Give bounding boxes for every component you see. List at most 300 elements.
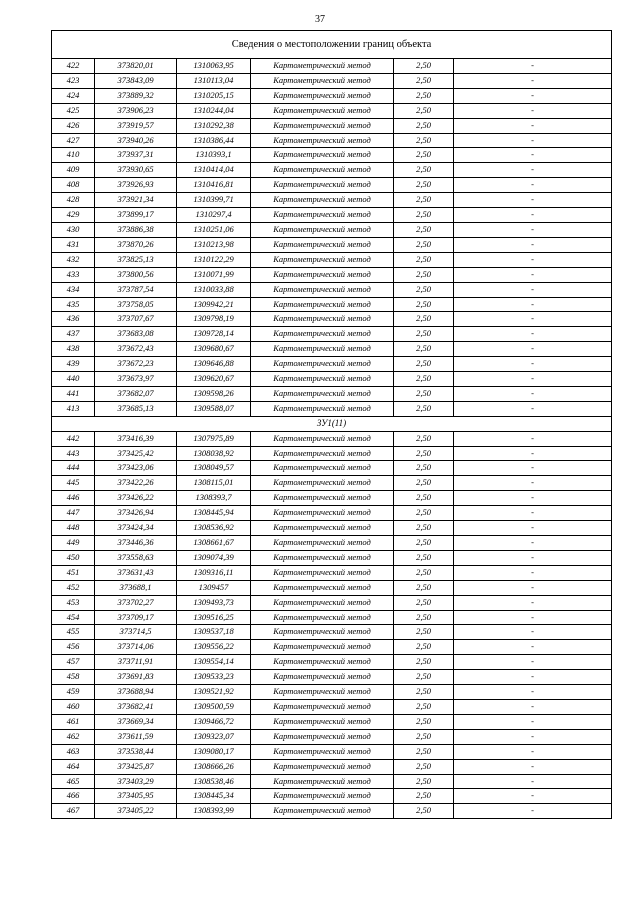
page-number: 37 [315,14,325,25]
cell-description: - [454,237,612,252]
cell-point-number: 454 [52,610,95,625]
cell-coord-y: 1310122,29 [177,252,251,267]
table-row [52,729,612,744]
cell-point-number: 438 [52,342,95,357]
cell-accuracy: 2,50 [394,148,454,163]
table-row [52,506,612,521]
cell-coord-y: 1308049,57 [177,461,251,476]
cell-point-number: 413 [52,401,95,416]
table-row [52,357,612,372]
cell-accuracy: 2,50 [394,252,454,267]
cell-coord-y: 1309521,92 [177,685,251,700]
cell-coord-y: 1309466,72 [177,714,251,729]
cell-coord-x: 373825,13 [95,252,177,267]
cell-accuracy: 2,50 [394,446,454,461]
cell-accuracy: 2,50 [394,670,454,685]
cell-accuracy: 2,50 [394,59,454,74]
cell-point-number: 432 [52,252,95,267]
cell-point-number: 410 [52,148,95,163]
cell-accuracy: 2,50 [394,491,454,506]
cell-coord-y: 1310393,1 [177,148,251,163]
cell-method: Картометрический метод [251,282,394,297]
cell-point-number: 428 [52,193,95,208]
cell-coord-x: 373682,41 [95,699,177,714]
cell-coord-y: 1309493,73 [177,595,251,610]
cell-description: - [454,163,612,178]
cell-accuracy: 2,50 [394,163,454,178]
cell-point-number: 443 [52,446,95,461]
cell-method: Картометрический метод [251,372,394,387]
cell-coord-x: 373889,32 [95,88,177,103]
table-row [52,580,612,595]
cell-accuracy: 2,50 [394,685,454,700]
cell-coord-y: 1310071,99 [177,267,251,282]
cell-description: - [454,208,612,223]
cell-coord-x: 373937,31 [95,148,177,163]
cell-coord-x: 373843,09 [95,73,177,88]
cell-point-number: 460 [52,699,95,714]
cell-point-number: 429 [52,208,95,223]
cell-method: Картометрический метод [251,133,394,148]
cell-description: - [454,88,612,103]
table-row [52,550,612,565]
cell-point-number: 447 [52,506,95,521]
cell-accuracy: 2,50 [394,580,454,595]
table-row [52,536,612,551]
table-row [52,685,612,700]
cell-description: - [454,342,612,357]
table-row [52,699,612,714]
cell-coord-x: 373691,83 [95,670,177,685]
cell-coord-x: 373758,05 [95,297,177,312]
cell-accuracy: 2,50 [394,744,454,759]
cell-accuracy: 2,50 [394,237,454,252]
table-title-row [52,31,612,59]
cell-description: - [454,550,612,565]
cell-accuracy: 2,50 [394,595,454,610]
cell-accuracy: 2,50 [394,699,454,714]
cell-coord-y: 1310399,71 [177,193,251,208]
cell-method: Картометрический метод [251,729,394,744]
cell-point-number: 426 [52,118,95,133]
cell-coord-y: 1310416,81 [177,178,251,193]
table-row [52,625,612,640]
cell-method: Картометрический метод [251,208,394,223]
cell-method: Картометрический метод [251,685,394,700]
table-row [52,461,612,476]
cell-coord-y: 1309500,59 [177,699,251,714]
cell-method: Картометрический метод [251,536,394,551]
cell-point-number: 458 [52,670,95,685]
cell-coord-x: 373682,07 [95,386,177,401]
cell-accuracy: 2,50 [394,461,454,476]
cell-coord-x: 373425,42 [95,446,177,461]
cell-method: Картометрический метод [251,222,394,237]
table-row [52,208,612,223]
cell-accuracy: 2,50 [394,372,454,387]
cell-description: - [454,118,612,133]
cell-coord-y: 1308666,26 [177,759,251,774]
table-row [52,118,612,133]
cell-accuracy: 2,50 [394,103,454,118]
cell-accuracy: 2,50 [394,297,454,312]
cell-coord-y: 1309316,11 [177,565,251,580]
cell-coord-x: 373426,22 [95,491,177,506]
table-row [52,386,612,401]
cell-point-number: 427 [52,133,95,148]
table-row [52,312,612,327]
cell-method: Картометрический метод [251,640,394,655]
cell-method: Картометрический метод [251,431,394,446]
cell-accuracy: 2,50 [394,133,454,148]
cell-accuracy: 2,50 [394,536,454,551]
cell-point-number: 462 [52,729,95,744]
cell-method: Картометрический метод [251,595,394,610]
table-row [52,88,612,103]
cell-method: Картометрический метод [251,625,394,640]
cell-method: Картометрический метод [251,774,394,789]
cell-coord-x: 373702,27 [95,595,177,610]
cell-coord-y: 1308445,94 [177,506,251,521]
cell-point-number: 463 [52,744,95,759]
cell-point-number: 425 [52,103,95,118]
cell-method: Картометрический метод [251,744,394,759]
cell-coord-x: 373422,26 [95,476,177,491]
table-row [52,163,612,178]
cell-description: - [454,386,612,401]
cell-coord-y: 1308393,99 [177,804,251,819]
cell-accuracy: 2,50 [394,521,454,536]
cell-point-number: 461 [52,714,95,729]
cell-description: - [454,625,612,640]
cell-accuracy: 2,50 [394,506,454,521]
cell-method: Картометрический метод [251,88,394,103]
cell-coord-y: 1308393,7 [177,491,251,506]
cell-coord-x: 373685,13 [95,401,177,416]
cell-accuracy: 2,50 [394,73,454,88]
cell-coord-y: 1308445,34 [177,789,251,804]
cell-accuracy: 2,50 [394,118,454,133]
cell-coord-x: 373558,63 [95,550,177,565]
cell-coord-x: 373424,34 [95,521,177,536]
table-row [52,372,612,387]
cell-coord-y: 1309942,21 [177,297,251,312]
cell-method: Картометрический метод [251,73,394,88]
cell-coord-x: 373707,67 [95,312,177,327]
cell-method: Картометрический метод [251,193,394,208]
cell-description: - [454,491,612,506]
cell-method: Картометрический метод [251,655,394,670]
cell-description: - [454,759,612,774]
boundary-coordinates-table [51,30,612,819]
cell-coord-x: 373673,97 [95,372,177,387]
cell-point-number: 440 [52,372,95,387]
cell-coord-y: 1308536,92 [177,521,251,536]
cell-method: Картометрический метод [251,476,394,491]
table-row [52,148,612,163]
cell-description: - [454,312,612,327]
cell-coord-x: 373672,43 [95,342,177,357]
cell-coord-y: 1310213,98 [177,237,251,252]
cell-accuracy: 2,50 [394,610,454,625]
cell-coord-x: 373403,29 [95,774,177,789]
cell-coord-x: 373446,36 [95,536,177,551]
cell-coord-y: 1307975,89 [177,431,251,446]
table-row [52,640,612,655]
cell-description: - [454,685,612,700]
cell-point-number: 448 [52,521,95,536]
cell-description: - [454,655,612,670]
cell-description: - [454,699,612,714]
cell-coord-x: 373669,34 [95,714,177,729]
cell-method: Картометрический метод [251,714,394,729]
cell-coord-x: 373416,39 [95,431,177,446]
table-row [52,804,612,819]
cell-accuracy: 2,50 [394,476,454,491]
table-row [52,521,612,536]
cell-point-number: 437 [52,327,95,342]
cell-coord-x: 373926,93 [95,178,177,193]
table-row [52,744,612,759]
table-row [52,178,612,193]
cell-method: Картометрический метод [251,386,394,401]
cell-coord-x: 373711,91 [95,655,177,670]
table-row [52,491,612,506]
table-row [52,431,612,446]
cell-accuracy: 2,50 [394,804,454,819]
cell-method: Картометрический метод [251,506,394,521]
cell-coord-y: 1309598,26 [177,386,251,401]
table-row [52,401,612,416]
cell-description: - [454,267,612,282]
table-row [52,193,612,208]
cell-coord-x: 373538,44 [95,744,177,759]
table-row [52,327,612,342]
cell-method: Картометрический метод [251,297,394,312]
cell-accuracy: 2,50 [394,729,454,744]
cell-accuracy: 2,50 [394,342,454,357]
cell-coord-x: 373906,23 [95,103,177,118]
cell-description: - [454,610,612,625]
cell-point-number: 451 [52,565,95,580]
cell-coord-y: 1310033,88 [177,282,251,297]
cell-point-number: 434 [52,282,95,297]
table-row [52,595,612,610]
cell-method: Картометрический метод [251,103,394,118]
cell-accuracy: 2,50 [394,625,454,640]
cell-accuracy: 2,50 [394,640,454,655]
cell-description: - [454,461,612,476]
cell-coord-x: 373683,08 [95,327,177,342]
cell-point-number: 441 [52,386,95,401]
cell-coord-y: 1309728,14 [177,327,251,342]
table-row [52,282,612,297]
cell-point-number: 445 [52,476,95,491]
cell-method: Картометрический метод [251,252,394,267]
cell-coord-y: 1309457 [177,580,251,595]
cell-coord-x: 373930,65 [95,163,177,178]
cell-description: - [454,297,612,312]
cell-coord-x: 373714,06 [95,640,177,655]
cell-coord-x: 373921,34 [95,193,177,208]
cell-point-number: 452 [52,580,95,595]
table-row [52,655,612,670]
cell-description: - [454,59,612,74]
cell-method: Картометрический метод [251,461,394,476]
cell-description: - [454,729,612,744]
cell-accuracy: 2,50 [394,267,454,282]
cell-method: Картометрический метод [251,521,394,536]
table-row [52,267,612,282]
cell-coord-y: 1309537,18 [177,625,251,640]
cell-description: - [454,536,612,551]
cell-description: - [454,431,612,446]
cell-coord-x: 373787,54 [95,282,177,297]
cell-description: - [454,178,612,193]
cell-description: - [454,714,612,729]
section-subheader-row [52,416,612,431]
cell-accuracy: 2,50 [394,312,454,327]
cell-point-number: 446 [52,491,95,506]
cell-point-number: 467 [52,804,95,819]
cell-method: Картометрический метод [251,148,394,163]
cell-coord-y: 1310205,15 [177,88,251,103]
cell-point-number: 464 [52,759,95,774]
table-body [52,31,612,819]
cell-point-number: 465 [52,774,95,789]
cell-description: - [454,670,612,685]
table-row [52,222,612,237]
cell-description: - [454,446,612,461]
cell-description: - [454,521,612,536]
cell-accuracy: 2,50 [394,431,454,446]
cell-accuracy: 2,50 [394,208,454,223]
section-subheader: ЗУ1(11) [52,416,612,431]
cell-coord-x: 373405,22 [95,804,177,819]
cell-method: Картометрический метод [251,804,394,819]
table-row [52,237,612,252]
cell-accuracy: 2,50 [394,655,454,670]
table-row [52,670,612,685]
cell-coord-y: 1309516,25 [177,610,251,625]
cell-coord-y: 1310113,04 [177,73,251,88]
cell-coord-x: 373425,87 [95,759,177,774]
cell-point-number: 408 [52,178,95,193]
cell-coord-x: 373423,06 [95,461,177,476]
cell-coord-y: 1310292,38 [177,118,251,133]
cell-description: - [454,222,612,237]
cell-point-number: 433 [52,267,95,282]
cell-point-number: 453 [52,595,95,610]
cell-description: - [454,252,612,267]
cell-accuracy: 2,50 [394,714,454,729]
cell-point-number: 430 [52,222,95,237]
cell-coord-y: 1308538,46 [177,774,251,789]
cell-description: - [454,804,612,819]
cell-coord-x: 373611,59 [95,729,177,744]
cell-description: - [454,401,612,416]
table-row [52,789,612,804]
cell-coord-y: 1308038,92 [177,446,251,461]
cell-point-number: 459 [52,685,95,700]
cell-point-number: 422 [52,59,95,74]
cell-method: Картометрический метод [251,759,394,774]
cell-method: Картометрический метод [251,237,394,252]
cell-accuracy: 2,50 [394,222,454,237]
cell-coord-x: 373886,38 [95,222,177,237]
cell-method: Картометрический метод [251,446,394,461]
cell-coord-x: 373714,5 [95,625,177,640]
cell-accuracy: 2,50 [394,789,454,804]
cell-description: - [454,327,612,342]
table-row [52,774,612,789]
cell-description: - [454,789,612,804]
table-row [52,610,612,625]
cell-method: Картометрический метод [251,491,394,506]
cell-description: - [454,744,612,759]
cell-accuracy: 2,50 [394,282,454,297]
cell-coord-y: 1309533,23 [177,670,251,685]
cell-coord-y: 1309680,67 [177,342,251,357]
cell-point-number: 423 [52,73,95,88]
cell-description: - [454,476,612,491]
cell-point-number: 439 [52,357,95,372]
cell-coord-x: 373919,57 [95,118,177,133]
cell-accuracy: 2,50 [394,193,454,208]
cell-accuracy: 2,50 [394,401,454,416]
cell-description: - [454,595,612,610]
cell-coord-y: 1309620,67 [177,372,251,387]
cell-method: Картометрический метод [251,178,394,193]
cell-point-number: 435 [52,297,95,312]
cell-point-number: 455 [52,625,95,640]
cell-coord-y: 1309556,22 [177,640,251,655]
cell-point-number: 436 [52,312,95,327]
cell-coord-x: 373800,56 [95,267,177,282]
cell-coord-x: 373820,01 [95,59,177,74]
cell-coord-y: 1310063,95 [177,59,251,74]
cell-description: - [454,133,612,148]
cell-coord-y: 1309074,39 [177,550,251,565]
cell-method: Картометрический метод [251,118,394,133]
cell-method: Картометрический метод [251,699,394,714]
cell-point-number: 456 [52,640,95,655]
cell-accuracy: 2,50 [394,327,454,342]
cell-coord-x: 373405,95 [95,789,177,804]
cell-method: Картометрический метод [251,401,394,416]
cell-method: Картометрический метод [251,327,394,342]
cell-coord-y: 1310297,4 [177,208,251,223]
cell-accuracy: 2,50 [394,178,454,193]
cell-method: Картометрический метод [251,342,394,357]
cell-method: Картометрический метод [251,357,394,372]
cell-coord-x: 373899,17 [95,208,177,223]
cell-point-number: 457 [52,655,95,670]
cell-coord-y: 1308115,01 [177,476,251,491]
cell-description: - [454,282,612,297]
cell-coord-x: 373870,26 [95,237,177,252]
cell-description: - [454,580,612,595]
cell-coord-y: 1310386,44 [177,133,251,148]
cell-point-number: 424 [52,88,95,103]
cell-method: Картометрический метод [251,789,394,804]
cell-method: Картометрический метод [251,163,394,178]
cell-point-number: 444 [52,461,95,476]
cell-point-number: 442 [52,431,95,446]
cell-description: - [454,565,612,580]
cell-description: - [454,148,612,163]
cell-method: Картометрический метод [251,610,394,625]
